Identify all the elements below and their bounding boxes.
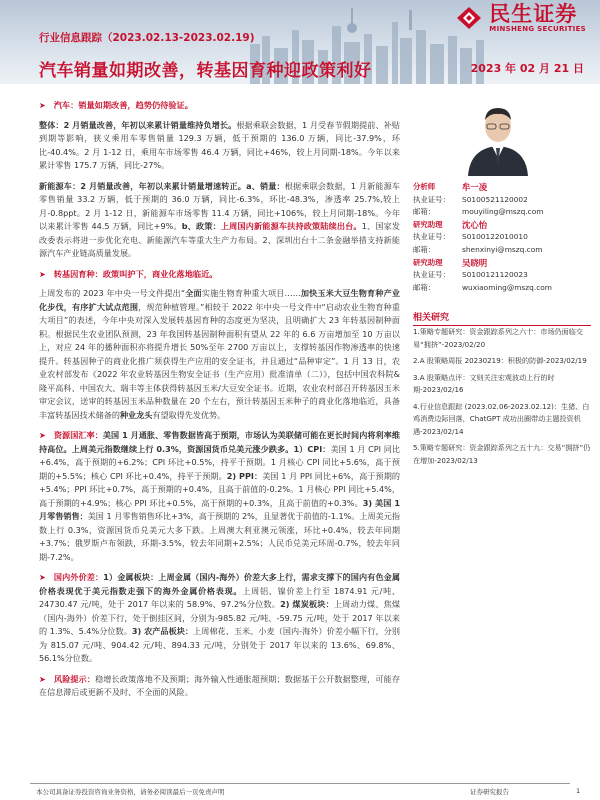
related-item[interactable]: 4.行业信息跟踪 (2023.02.06-2023.02.12)：生猪、白鸡消费边际回落，ChatGPT 成功出圈带动主题投资机遇-2023/02/14 bbox=[413, 401, 590, 436]
related-research-list bbox=[413, 326, 591, 471]
analyst-1: 分析师 牟一凌 执业证号： S0100521120002 邮箱： mouyiling@mszq.com bbox=[413, 181, 591, 219]
email-link[interactable]: mouyiling@mszq.com bbox=[462, 207, 544, 217]
paragraph-overall: 整体：2 月销量改善，年初以来累计销量维持负增长。根据乘联会数据，1 月受春节假期提前、补贴到期等影响，狭义乘用车零售销量 129.3 万辆，低于预期的 136.0 万辆，同比-37.9%，环比-40.4%。2 月 1-12 日，乘用车市场零售 46.4 万辆，同比+46%，较上月同期-18%。今年以来累计零售 175.7 万辆，同比-27%。 bbox=[39, 119, 401, 170]
analyst-name: 吴晓明 bbox=[462, 257, 488, 268]
page-number: 1 bbox=[576, 787, 581, 795]
minsheng-logo-icon bbox=[454, 4, 484, 32]
footer-label: 证券研究报告 bbox=[470, 788, 509, 796]
analyst-list bbox=[413, 181, 591, 294]
arrow-icon: ➤ bbox=[39, 572, 46, 582]
related-item[interactable]: 3.A 股策略点评：文则关注宏观波动上行的时期-2023/02/16 bbox=[413, 372, 555, 394]
analyst-portrait-image bbox=[450, 96, 546, 176]
brand-name-cn: 民生证券 bbox=[489, 2, 578, 26]
related-item[interactable]: 2.A 股策略周报 20230219：积极的防御-2023/02/19 bbox=[413, 356, 587, 365]
analyst-photo bbox=[450, 96, 546, 176]
email-link[interactable]: shenxinyi@mszq.com bbox=[462, 244, 543, 254]
page-title: 汽车销量如期改善，转基因育种迎政策利好 bbox=[39, 61, 372, 81]
report-tag: 行业信息跟踪（2023.02.13-2023.02.19) bbox=[39, 32, 255, 44]
report-date: 2023 年 02 月 21 日 bbox=[470, 62, 584, 75]
footer-disclaimer: 本公司具备证券投资咨询业务资格，请务必阅读最后一页免责声明 bbox=[36, 788, 225, 796]
arrow-icon: ➤ bbox=[39, 101, 46, 110]
section-heading-auto: ➤ 汽车：销量如期改善，趋势仍待验证。 bbox=[39, 99, 400, 113]
section-heading-gmo: ➤ 转基因育种：政策叫护下，商业化落地临近。 bbox=[39, 268, 400, 282]
arrow-icon: ➤ bbox=[39, 430, 46, 440]
related-item[interactable]: 1.策略专题研究：资金跟踪系列之六十：市场仍面临交易“拥挤”-2023/02/20 bbox=[413, 327, 583, 349]
analyst-name: 沈心怡 bbox=[462, 219, 488, 230]
main-column bbox=[39, 96, 400, 707]
analyst-name: 牟一凌 bbox=[462, 182, 488, 192]
paragraph-spread: ➤ 国内外价差：1）金属板块：上周金属（国内-海外）价差大多上行，需求支撑下的国内有色金属价格表现优于美元指数走强下的海外金属价格表现。上周铝、镍价差上行至 1874.91 元/吨、24730.47 元/吨，处于 2017 年以来的 58.9%、97.2%分位数。2) 煤炭板块：上周动力煤、焦煤（国内-海外）价差下行，处于倒挂区间，分别为-985.82 元/吨、-59.75 元/吨，处于 2017 年以来的 1.3%、5.4%分位数。3) 农产品板块：上周棉花、玉米、小麦（国内-海外）价差小幅下行，分别为 815.07 元/吨、904.42 元/吨、894.33 元/吨，分别处于 2017 年以来的 13.6%、69.8%、56.1%分位数。 bbox=[39, 572, 401, 663]
paragraph-nev: 新能源车：2 月销量改善，年初以来累计销量增速转正。a、销量：根据乘联会数据，1 月新能源车零售销量 33.2 万辆，低于预期的 36.0 万辆，同比-6.3%，环比-48.3%，渗透率 25.7%,较上月-0.8ppt。2 月 1-12 日，新能源车市场零售 11.4 万辆，同比+106%，较上月同期-18%。今年以来累计零售 44.5 万辆，同比+9%。b、政策：上周国内新能源车扶持政策陆续出台。1、国家发改委表示将进一步优化充电、新能源汽车等重大生产力布局。2、深圳出台十二条金融举措支持新能源汽车产业链高质量发展。 bbox=[39, 180, 401, 258]
analyst-2: 研究助理 沈心怡 执业证号： S0100122010010 邮箱： shenxinyi@mszq.com bbox=[413, 219, 591, 257]
header-banner bbox=[0, 0, 600, 84]
brand-name-en: MINSHENG SECURITIES bbox=[489, 25, 586, 33]
paragraph-risk: ➤ 风险提示：稳增长政策落地不及预期；海外输入性通胀超预期；数据基于公开数据整理，可能存在信息滞后或更新不及时、不全面的风险。 bbox=[39, 673, 400, 697]
related-research-heading: 相关研究 bbox=[413, 310, 591, 326]
paragraph-gmo: 上周发布的 2023 年中央一号文件提出“全面实施生物育种重大项目……加快玉米大豆生物育种产业化步伐，有序扩大试点范围，规范种植管理。”相较于 2022 年中央一号文件中“启动农业生物育种重大项目”的表述，今年中央对深入发展转基因育种的态度更为坚决，且明确扩大 23 年转基因制种面积。根据民生农业团队预测，23 年我国转基因制种面积有望从 22 年的 6.6 万亩增加至 10 万亩以上，对应 24 年的播种面积亦将提升增长 50%至年 2700 万亩以上，支撑转基因作物渗透率的快速提升。转基因种子的商业化推广须获得生产应用的安全证书，并且通过“品种审定”。1 月 13 日，农业农村部发布《2022 年农业转基因生物安全证书（生产应用）批准清单（二）》，包括中国农科院&隆平高科、中国农大、瑞丰等主体获得转基因玉米/大豆安全证书。近期，农业农村部召开转基因玉米审定会议，送审的转基因玉米品种数量在 20 个左右，预计转基因玉米种子的商业化落地临近，具备丰富转基因技术储备的种业龙头有望取得先发优势。 bbox=[39, 288, 400, 420]
email-link[interactable]: wuxiaoming@mszq.com bbox=[462, 282, 552, 292]
arrow-icon: ➤ bbox=[39, 673, 46, 684]
analyst-3: 研究助理 吴晓明 执业证号： S0100121120023 邮箱： wuxiaoming@mszq.com bbox=[413, 257, 591, 295]
footer-divider bbox=[30, 783, 570, 784]
paragraph-fx: ➤ 资源国汇率：美国 1 月通胀、零售数据皆高于预期，市场认为美联储可能在更长时间内将利率维持高位。上周美元指数继续上行 0.3%，资源国货币兑美元涨少跌多。1）CPI：美国 1 月 CPI 同比+6.4%，高于预期的+6.2%；CPI 环比+0.5%，持平于预期。1 月核心 CPI 同比+5.6%，高于预期的+5.5%；核心 CPI 环比+0.4%，持平于预期。2) PPI：美国 1 月 PPI 同比+6%，高于预期的+5.4%；PPI 环比+0.7%，高于预期的+0.4%，且高于前值的-0.2%。1 月核心 PPI 同比+5.4%，高于预期的+4.9%；核心 PPI 环比+0.5%，高于预期的+0.3%，且高于前值的+0.3%。3) 美国 1 月零售销售：美国 1 月零售销售环比+3%，高于预期的 2%，且显著优于前值的-1.1%。上周美元指数上行 0.3%，资源国货币兑美元大多下跌。上周澳大利亚澳元领涨，环比+0.4%，较去年同期+3.7%；俄罗斯卢布领跌，环期-3.5%，较去年同期+2.5%；人民币兑美元环周-0.7%，较去年同期-7.2%。 bbox=[39, 430, 400, 562]
brand-logo bbox=[454, 3, 586, 33]
arrow-icon: ➤ bbox=[39, 269, 46, 279]
related-item[interactable]: 5.策略专题研究：资金跟踪系列之五十九：交易“拥挤”仍在增加-2023/02/13 bbox=[413, 443, 591, 465]
